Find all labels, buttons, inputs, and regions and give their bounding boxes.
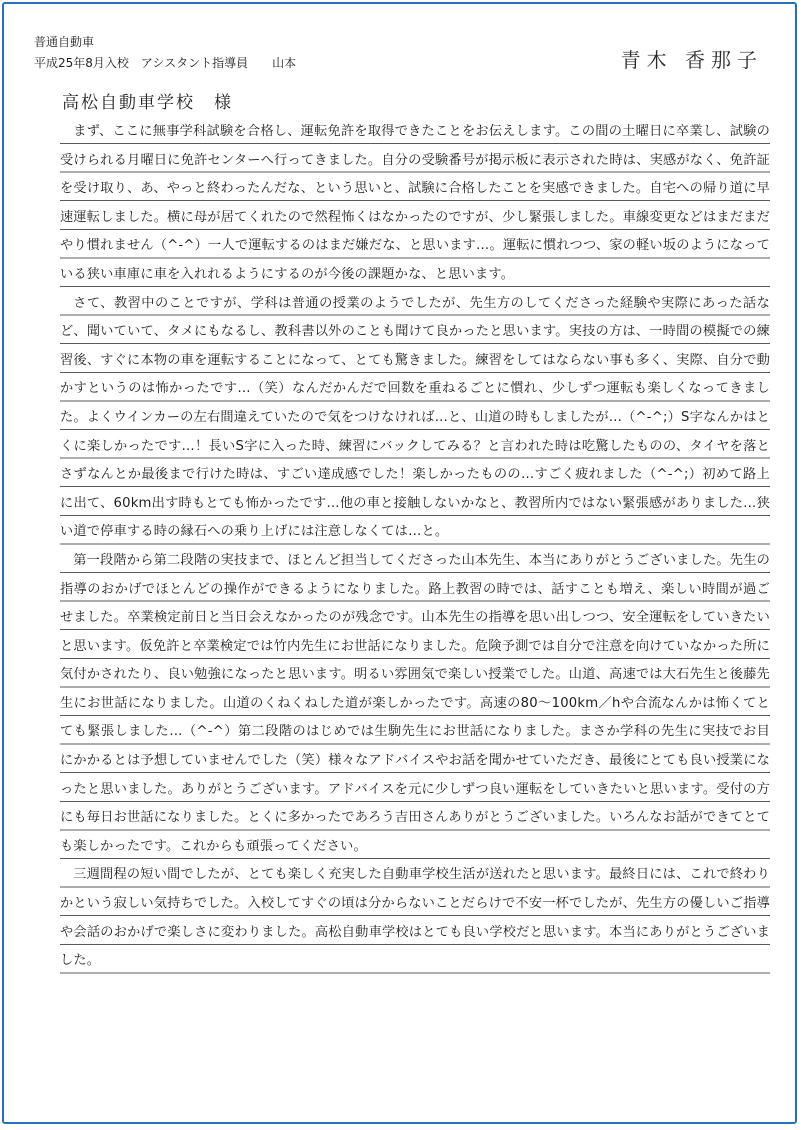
paragraph-instructors: 第一段階から第二段階の実技まで、ほとんど担当してくださった山本先生、本当にありがとうございました。先生の指導のおかげでほとんどの操作ができるようになりました。路上教習の時では、話すことも増え、楽しい時間が過ごせました。卒業検定前日と当日会えなかったのが残念です。山本先生の指導を思い出しつつ、安全運転をしていきたいと思います。仮免許と卒業検定では竹内先生にお世話になりました。危険予測では自分で注意を向けていなかった所に気付かされたり、良い勉強になったと思います。明るい雰囲気で楽しい授業でした。山道、高速では大石先生と後藤先生にお世話になりました。山道のくねくねした道が楽しかったです。高速の80～100km／hや合流なんかは怖くてとても緊張しました…（^-^）第二段階のはじめでは生駒先生にお世話になりました。まさか学科の先生に実技でお目にかかるとは予想していませんでした（笑）様々なアドバイスやお話を聞かせていただき、最後にとても良い授業になったと思いました。ありがとうございます。アドバイスを元に少しずつ良い運転をしていきたいと思います。受付の方にも毎日お世話になりました。とくに多かったであろう吉田さんありがとうございました。いろんなお話ができてとても楽しかったです。これからも頑張ってください。 <box>60 552 770 854</box>
letter-addressee: 高松自動車学校 様 <box>62 93 233 113</box>
document-header <box>34 32 296 74</box>
paragraph-license-exam: まず、ここに無事学科試験を合格し、運転免許を取得できたことをお伝えします。この間の土曜日に卒業し、試験の受けられる月曜日に免許センターへ行ってきました。自分の受験番号が掲示板に表示された時は、実感がなく、免許証を受け取り、あ、やっと終わったんだな、という思いと、試験に合格したことを実感できました。自宅への帰り道に早速運転しました。横に母が居てくれたので然程怖くはなかったのですが、少し緊張しました。車線変更などはまだまだやり慣れません（^-^）一人で運転するのはまだ嫌だな、と思います…。運転に慣れつつ、家の軽い坂のようになっている狭い車庫に車を入れれるようにするのが今後の課題かな、と思います。 <box>60 124 770 282</box>
letter-body <box>60 118 770 976</box>
signature-name: 青木 香那子 <box>620 48 763 72</box>
paragraph-training: さて、教習中のことですが、学科は普通の授業のようでしたが、先生方のしてくださった経験や実際にあった話など、聞いていて、タメにもなるし、教科書以外のことも聞けて良かったと思います。実技の方は、一時間の模擬での練習後、すぐに本物の車を運転することになって、とても驚きました。練習をしてはならない事も多く、実際、自分で動かすというのは怖かったです…（笑）なんだかんだで回数を重ねるごとに慣れ、少しずつ運転も楽しくなってきました。よくウインカーの左右間違えていたので気をつけなければ…と、山道の時もしましたが…（^-^;）S字なんかはとくに楽しかったです…！長いS字に入った時、練習にバックしてみる？と言われた時は吃驚したものの、タイヤを落とさずなんとか最後まで行けた時は、すごい達成感でした！楽しかったものの…すごく疲れました（^-^;）初めて路上に出て、60km出す時もとても怖かったです…他の車と接触しないかなと、教習所内ではない緊張感がありました…狭い道で停車する時の縁石への乗り上げには注意しなくては…と。 <box>60 295 770 540</box>
enrollment-info: 平成25年8月入校 アシスタント指導員 山本 <box>34 56 297 70</box>
paragraph-closing: 三週間程の短い間でしたが、とても楽しく充実した自動車学校生活が送れたと思います。最終日には、これで終わりかという寂しい気持ちでした。入校してすぐの頃は分からないことだらけで不安一杯でしたが、先生方の優しいご指導や会話のおかげで楽しさに変わりました。高松自動車学校はとても良い学校だと思います。本当にありがとうございました。 <box>60 867 770 969</box>
course-type: 普通自動車 <box>34 35 95 49</box>
